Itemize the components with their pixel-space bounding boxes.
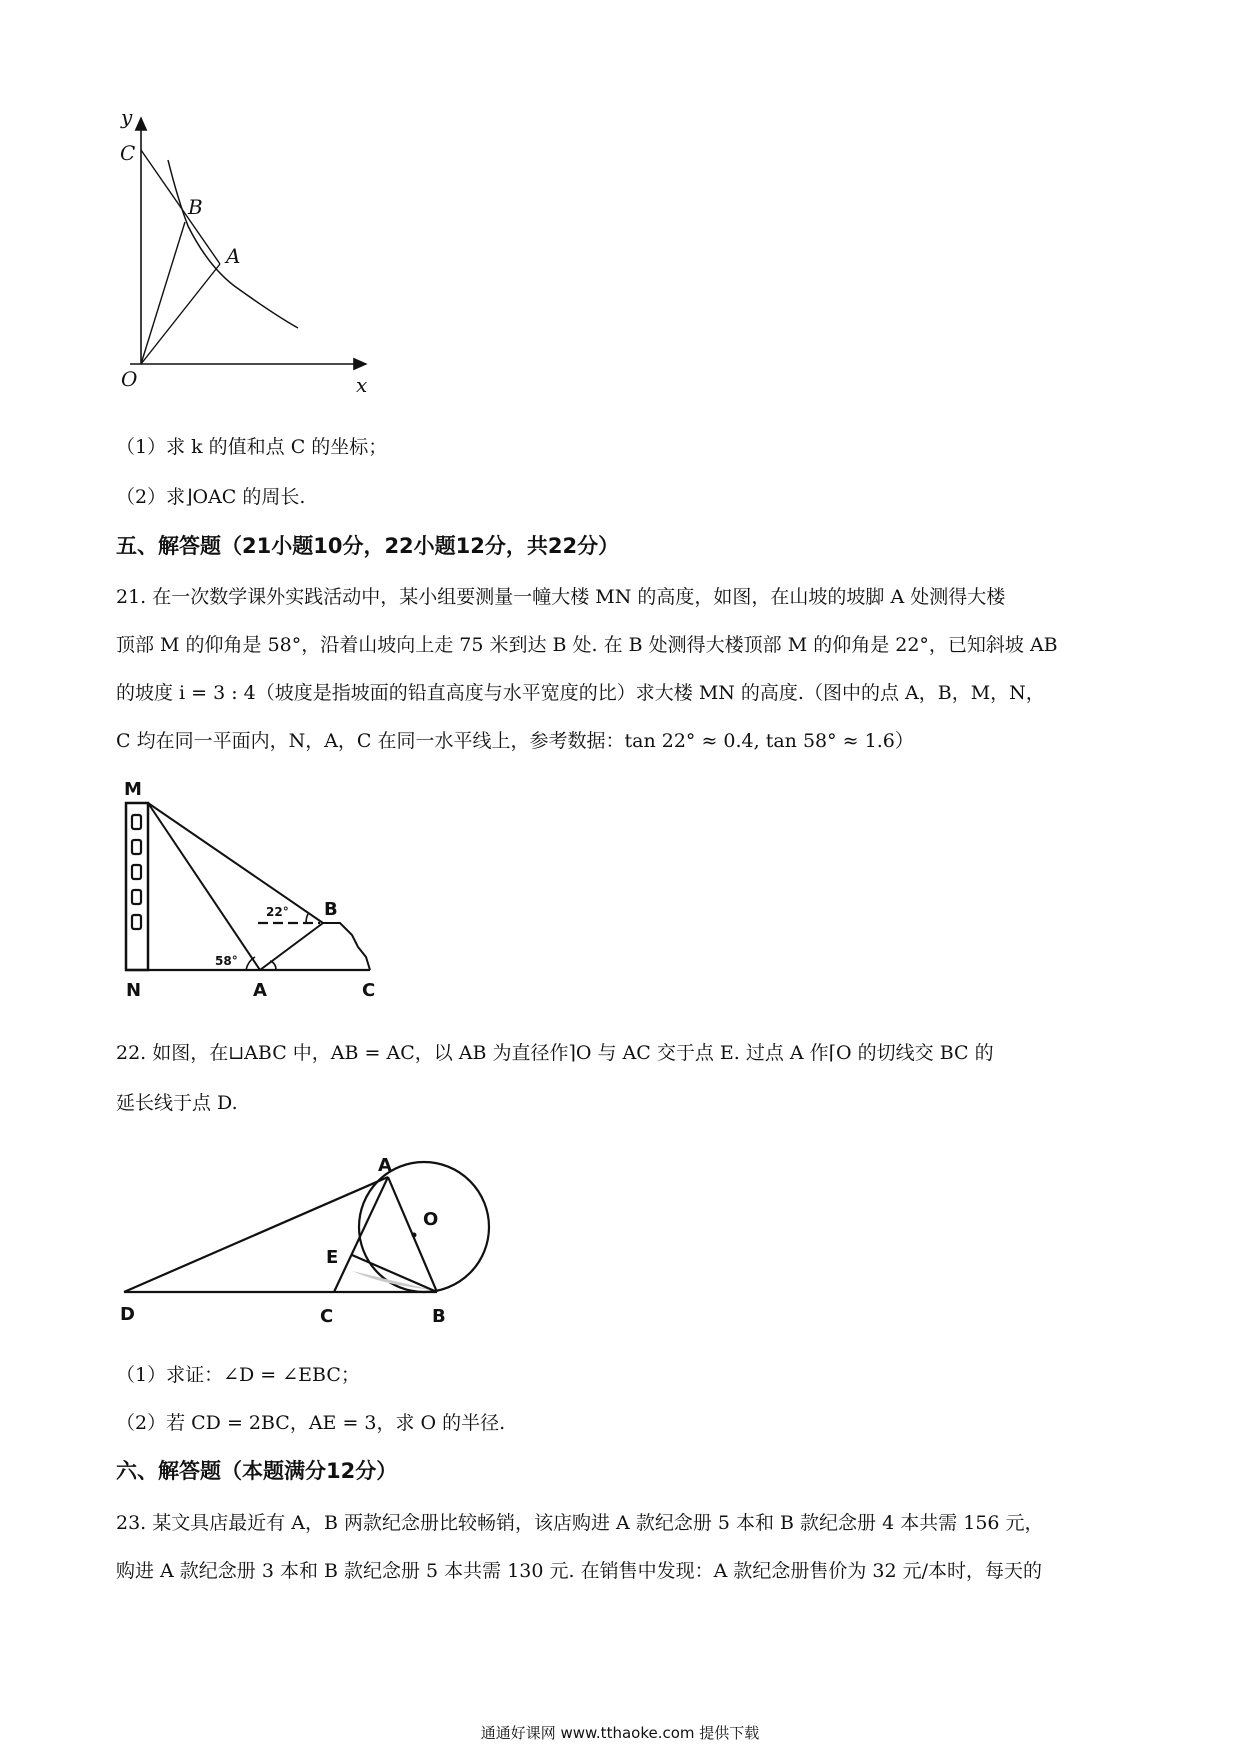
hill-outline xyxy=(323,923,370,970)
q21-line3: 的坡度 i = 3 : 4（坡度是指坡面的铅直高度与水平宽度的比）求大楼 MN 的高度.（图中的点 A，B，M，N， xyxy=(116,682,1045,704)
section5-heading: 五、解答题（21小题10分，22小题12分，共22分） xyxy=(116,534,620,558)
label-a: A xyxy=(253,980,267,1001)
label-origin: O xyxy=(121,367,138,391)
q22-line2: 延长线于点 D. xyxy=(116,1092,238,1114)
line-c-a xyxy=(141,150,220,264)
slope-a-b xyxy=(260,923,323,970)
building-windows xyxy=(132,815,141,929)
q21-line4: C 均在同一平面内，N，A，C 在同一水平线上，参考数据：tan 22° ≈ 0.4, tan 58° ≈ 1.6） xyxy=(116,730,914,752)
section6-heading: 六、解答题（本题满分12分） xyxy=(116,1459,398,1483)
label-a: A xyxy=(378,1155,392,1176)
q20-part1: （1）求 k 的值和点 C 的坐标； xyxy=(116,436,388,458)
figure-building-slope xyxy=(118,775,388,1005)
segment-o-b xyxy=(141,222,185,364)
center-point xyxy=(412,1233,417,1238)
figure-coordinate-graph xyxy=(120,110,380,400)
q20-part2: （2）求⌋OAC 的周长. xyxy=(116,486,306,508)
q22-part2: （2）若 CD = 2BC，AE = 3，求 O 的半径. xyxy=(116,1412,506,1434)
label-a: A xyxy=(226,244,241,268)
figure-circle-tangent xyxy=(118,1135,498,1335)
q23-line1: 23. 某文具店最近有 A，B 两款纪念册比较畅销，该店购进 A 款纪念册 5 本和 B 款纪念册 4 本共需 156 元， xyxy=(116,1512,1044,1534)
label-y: y xyxy=(121,110,133,129)
label-c: C xyxy=(320,1306,334,1327)
angle-arc-22 xyxy=(306,914,308,923)
page-footer: 通通好课网 www.tthaoke.com 提供下载 xyxy=(480,1724,760,1742)
label-c: C xyxy=(120,141,136,165)
label-b: B xyxy=(324,899,338,920)
label-e: E xyxy=(326,1247,339,1268)
q22-line1: 22. 如图，在⊔ABC 中，AB = AC，以 AB 为直径作⌉O 与 AC 交于点 E. 过点 A 作⌈O 的切线交 BC 的 xyxy=(116,1042,994,1064)
tangent-a-d xyxy=(124,1177,388,1292)
label-b: B xyxy=(188,195,203,219)
label-o: O xyxy=(423,1209,439,1230)
line-m-a xyxy=(148,803,260,970)
q22-part1: （1）求证：∠D = ∠EBC； xyxy=(116,1364,360,1386)
angle-58-label: 58° xyxy=(215,954,238,968)
q21-line1: 21. 在一次数学课外实践活动中，某小组要测量一幢大楼 MN 的高度，如图，在山坡的坡脚 A 处测得大楼 xyxy=(116,586,1006,608)
label-b: B xyxy=(432,1306,446,1327)
line-m-b xyxy=(148,803,323,923)
label-n: N xyxy=(126,980,142,1001)
segment-o-a xyxy=(141,264,220,364)
angle-22-label: 22° xyxy=(266,905,289,919)
label-d: D xyxy=(120,1304,135,1325)
label-m: M xyxy=(124,779,142,800)
q21-line2: 顶部 M 的仰角是 58°，沿着山坡向上走 75 米到达 B 处. 在 B 处测得大楼顶部 M 的仰角是 22°，已知斜坡 AB xyxy=(116,634,1058,656)
label-c: C xyxy=(362,980,376,1001)
label-x: x xyxy=(356,373,368,397)
q23-line2: 购进 A 款纪念册 3 本和 B 款纪念册 5 本共需 130 元. 在销售中发现：A 款纪念册售价为 32 元/本时，每天的 xyxy=(116,1560,1043,1582)
